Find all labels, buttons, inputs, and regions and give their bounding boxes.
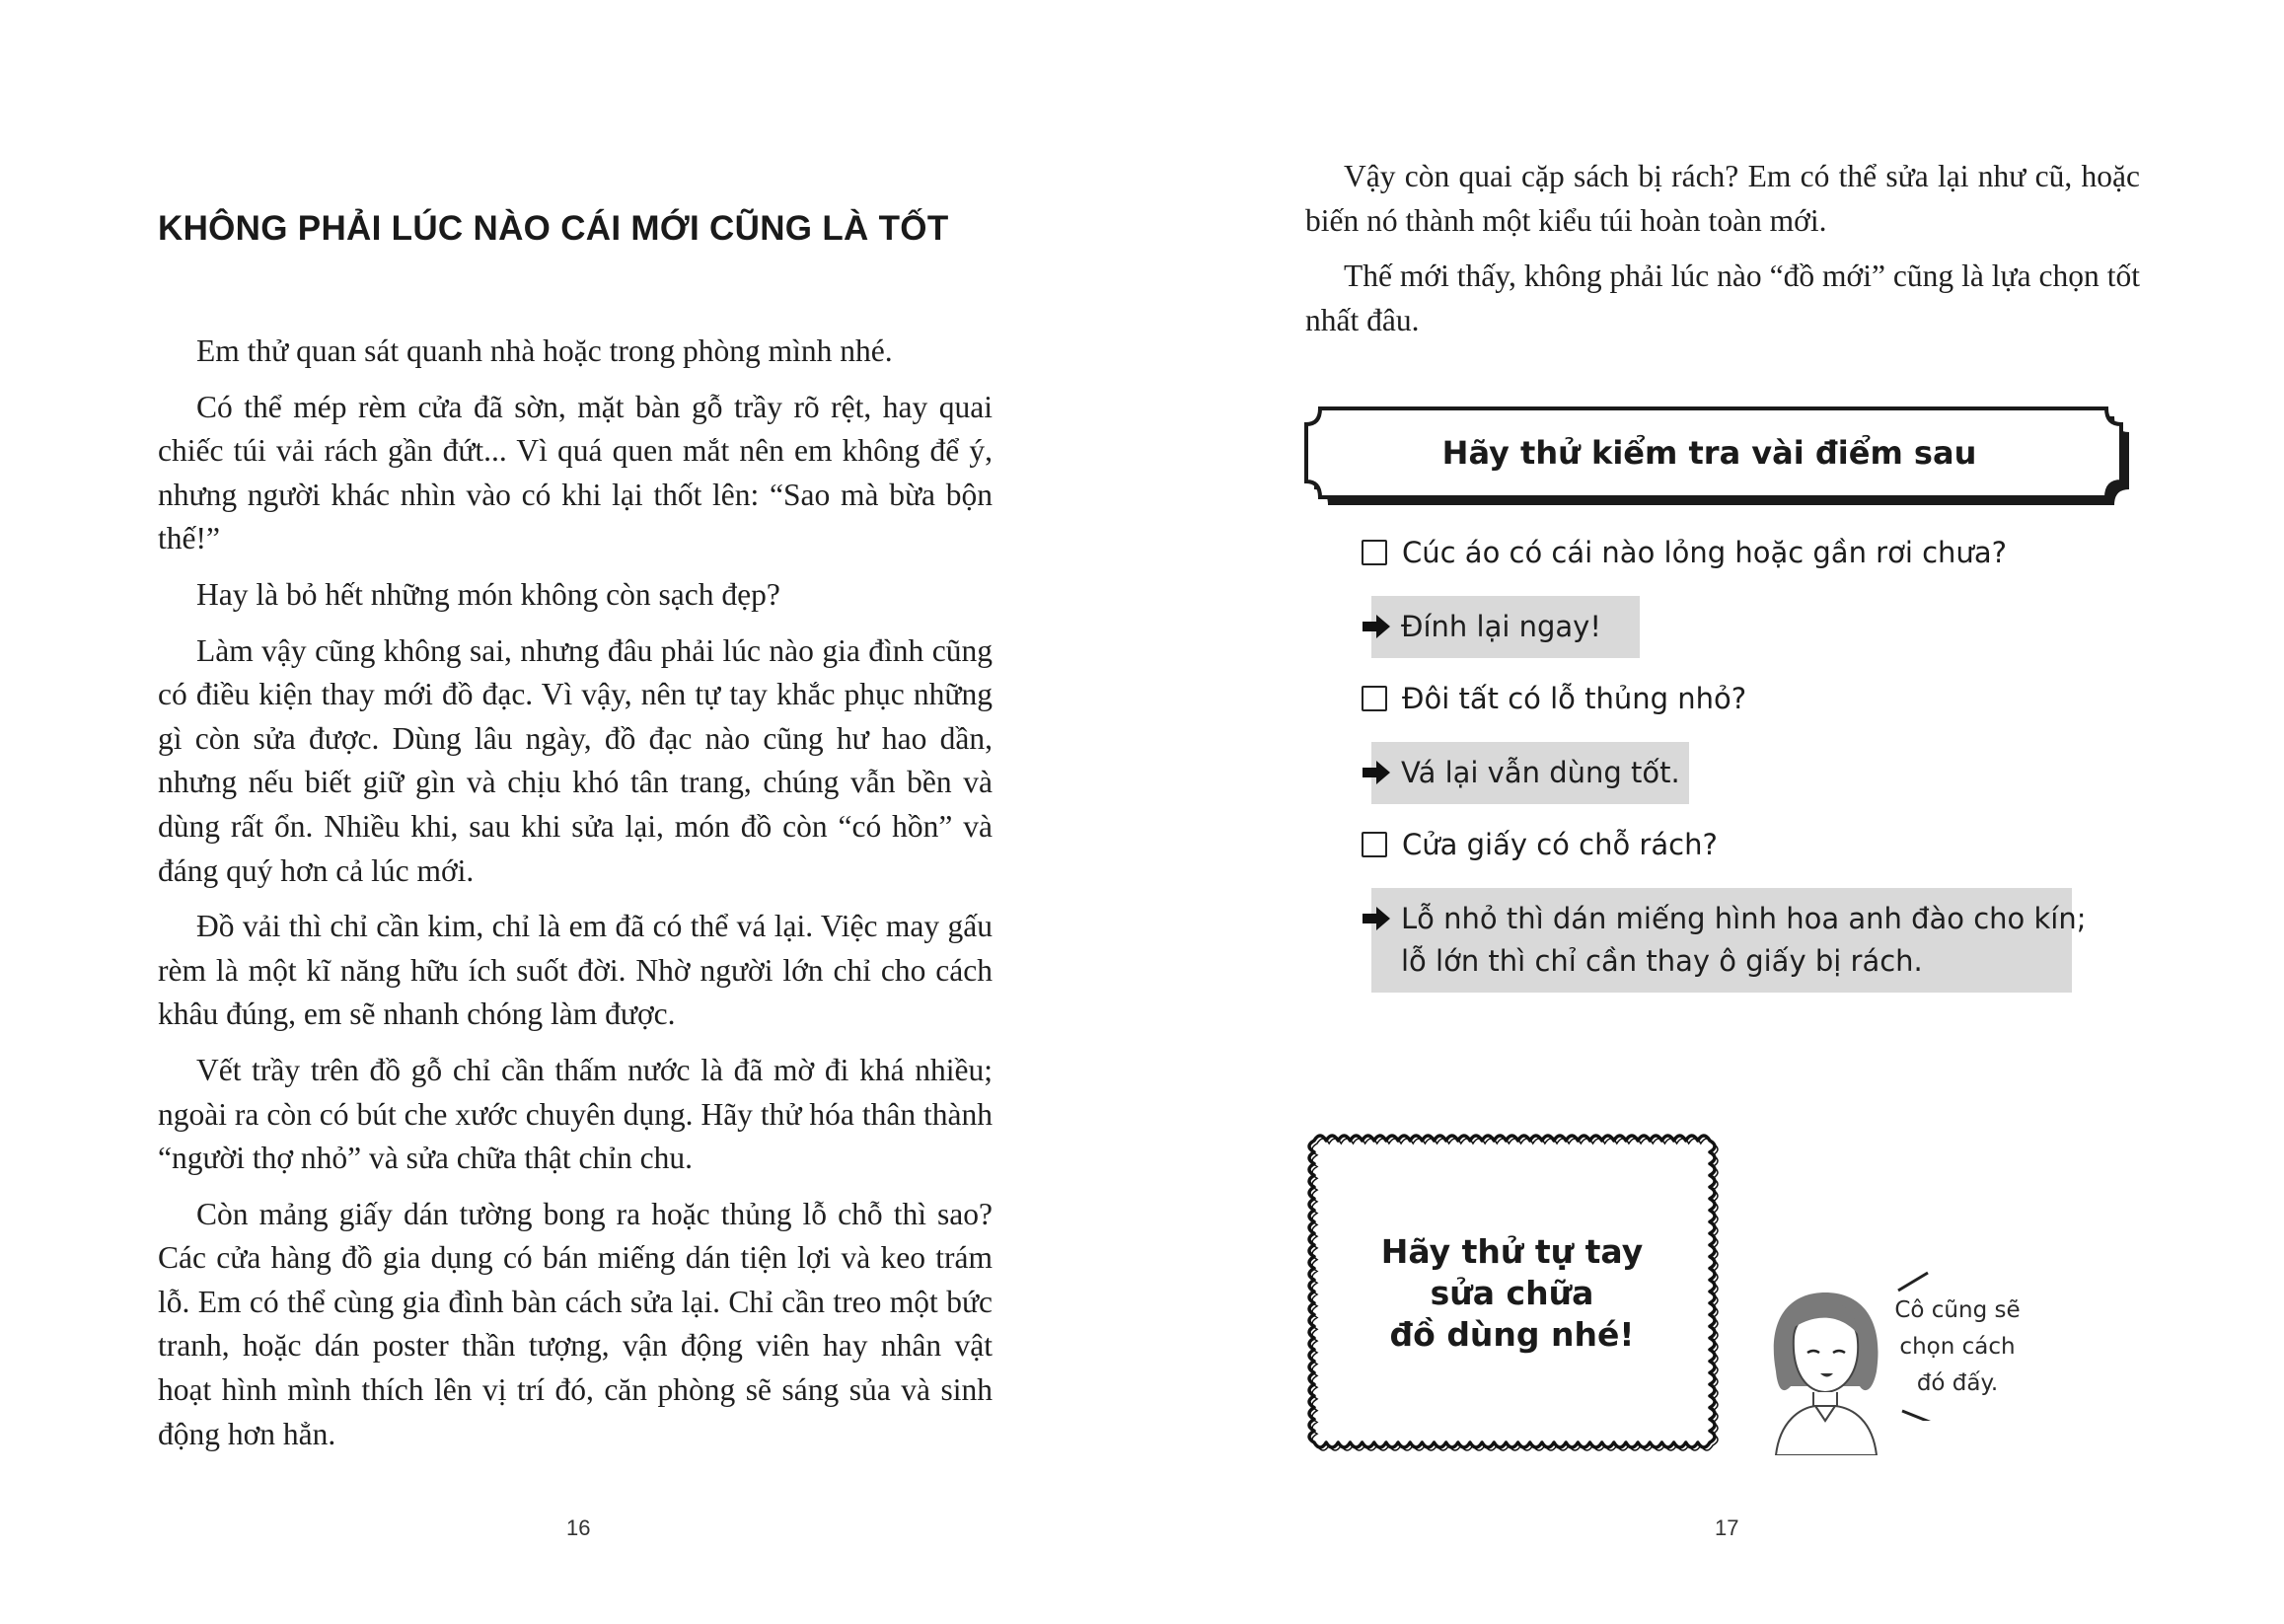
checklist-question: Đôi tất có lỗ thủng nhỏ? [1402,682,1747,715]
checklist-item [1362,679,1746,718]
right-body-text [1305,155,2140,354]
checkbox-icon[interactable] [1362,686,1387,711]
checklist-question: Cửa giấy có chỗ rách? [1402,828,1718,861]
checklist-banner [1302,406,2141,505]
speech-line: chọn cách [1899,1334,2016,1360]
paragraph: Thế mới thấy, không phải lúc nào “đồ mới” cũng là lựa chọn tốt nhất đâu. [1305,258,2140,337]
chapter-heading: KHÔNG PHẢI LÚC NÀO CÁI MỚI CŨNG LÀ TỐT [158,209,949,248]
speech-line: Cô cũng sẽ [1894,1297,2021,1323]
checkbox-icon[interactable] [1362,832,1387,857]
checklist-title: Hãy thử kiểm tra vài điểm sau [1441,434,1977,472]
checklist-answer [1371,742,1689,804]
checklist-item [1362,825,1718,864]
checklist-question: Cúc áo có cái nào lỏng hoặc gần rơi chưa? [1402,536,2007,569]
speech-line: đó đấy. [1916,1370,1999,1396]
paragraph: Vậy còn quai cặp sách bị rách? Em có thể sửa lại như cũ, hoặc biến nó thành một kiểu túi hoàn toàn mới. [1305,159,2140,238]
paragraph: Có thể mép rèm cửa đã sờn, mặt bàn gỗ trầy rõ rệt, hay quai chiếc túi vải rách gần đứt... Vì quá quen mắt nên em không để ý, nhưng người khác nhìn vào có khi lại thốt lên: “Sao mà bừa bộn thế!” [158,389,993,556]
paragraph: Làm vậy cũng không sai, nhưng đâu phải lúc nào gia đình cũng có điều kiện thay mới đồ đạc. Vì vậy, nên tự tay khắc phục những gì còn sửa được. Dùng lâu ngày, đồ đạc nào cũng hư hao dần, nhưng nếu biết giữ gìn và chịu khó tân trang, chúng vẫn bền và dùng rất ổn. Nhiều khi, sau khi sửa lại, món đồ còn “có hồn” và đáng quý hơn cả lúc mới. [158,632,993,888]
answer-text: Đính lại ngay! [1401,610,1601,643]
right-arrow-icon [1362,906,1391,931]
callout-box [1302,1129,1722,1454]
checklist-item [1362,533,2007,572]
teacher-illustration [1766,1258,1884,1455]
callout-line: Hãy thử tự tay [1380,1232,1644,1271]
callout-line: sửa chữa [1430,1274,1594,1312]
answer-text: Lỗ nhỏ thì dán miếng hình hoa anh đào cho kín; [1401,902,2087,935]
page-number-right: 17 [1715,1515,1739,1540]
page-number-left: 16 [566,1515,591,1540]
right-arrow-icon [1362,760,1391,785]
checklist-answer [1371,888,2087,993]
right-arrow-icon [1362,614,1391,639]
paragraph: Vết trầy trên đồ gỗ chỉ cần thấm nước là đã mờ đi khá nhiều; ngoài ra còn có bút che xước chuyên dụng. Hãy thử hóa thân thành “người thợ nhỏ” và sửa chữa thật chỉn chu. [158,1052,993,1176]
callout-line: đồ dùng nhé! [1389,1315,1635,1354]
checkbox-icon[interactable] [1362,540,1387,565]
teacher-speech [1879,1292,2036,1402]
paragraph: Em thử quan sát quanh nhà hoặc trong phòng mình nhé. [196,333,893,368]
answer-text: Vá lại vẫn dùng tốt. [1401,756,1680,789]
left-body-text [158,330,993,1468]
paragraph: Còn mảng giấy dán tường bong ra hoặc thủng lỗ chỗ thì sao? Các cửa hàng đồ gia dụng có bán miếng dán tiện lợi và keo trám lỗ. Em có thể cùng gia đình bàn cách sửa lại. Chỉ cần treo một bức tranh, hoặc dán poster thần tượng, vận động viên hay nhân vật hoạt hình mình thích lên vị trí đó, căn phòng sẽ sáng sủa và sinh động hơn hẳn. [158,1196,993,1451]
answer-text: lỗ lớn thì chỉ cần thay ô giấy bị rách. [1401,944,1923,978]
callout-text [1302,1231,1722,1356]
checklist-answer [1371,596,1640,658]
paragraph: Đồ vải thì chỉ cần kim, chỉ là em đã có thể vá lại. Việc may gấu rèm là một kĩ năng hữu ích suốt đời. Nhờ người lớn chỉ cho cách khâu đúng, em sẽ nhanh chóng làm được. [158,909,993,1032]
paragraph: Hay là bỏ hết những món không còn sạch đẹp? [196,576,780,612]
